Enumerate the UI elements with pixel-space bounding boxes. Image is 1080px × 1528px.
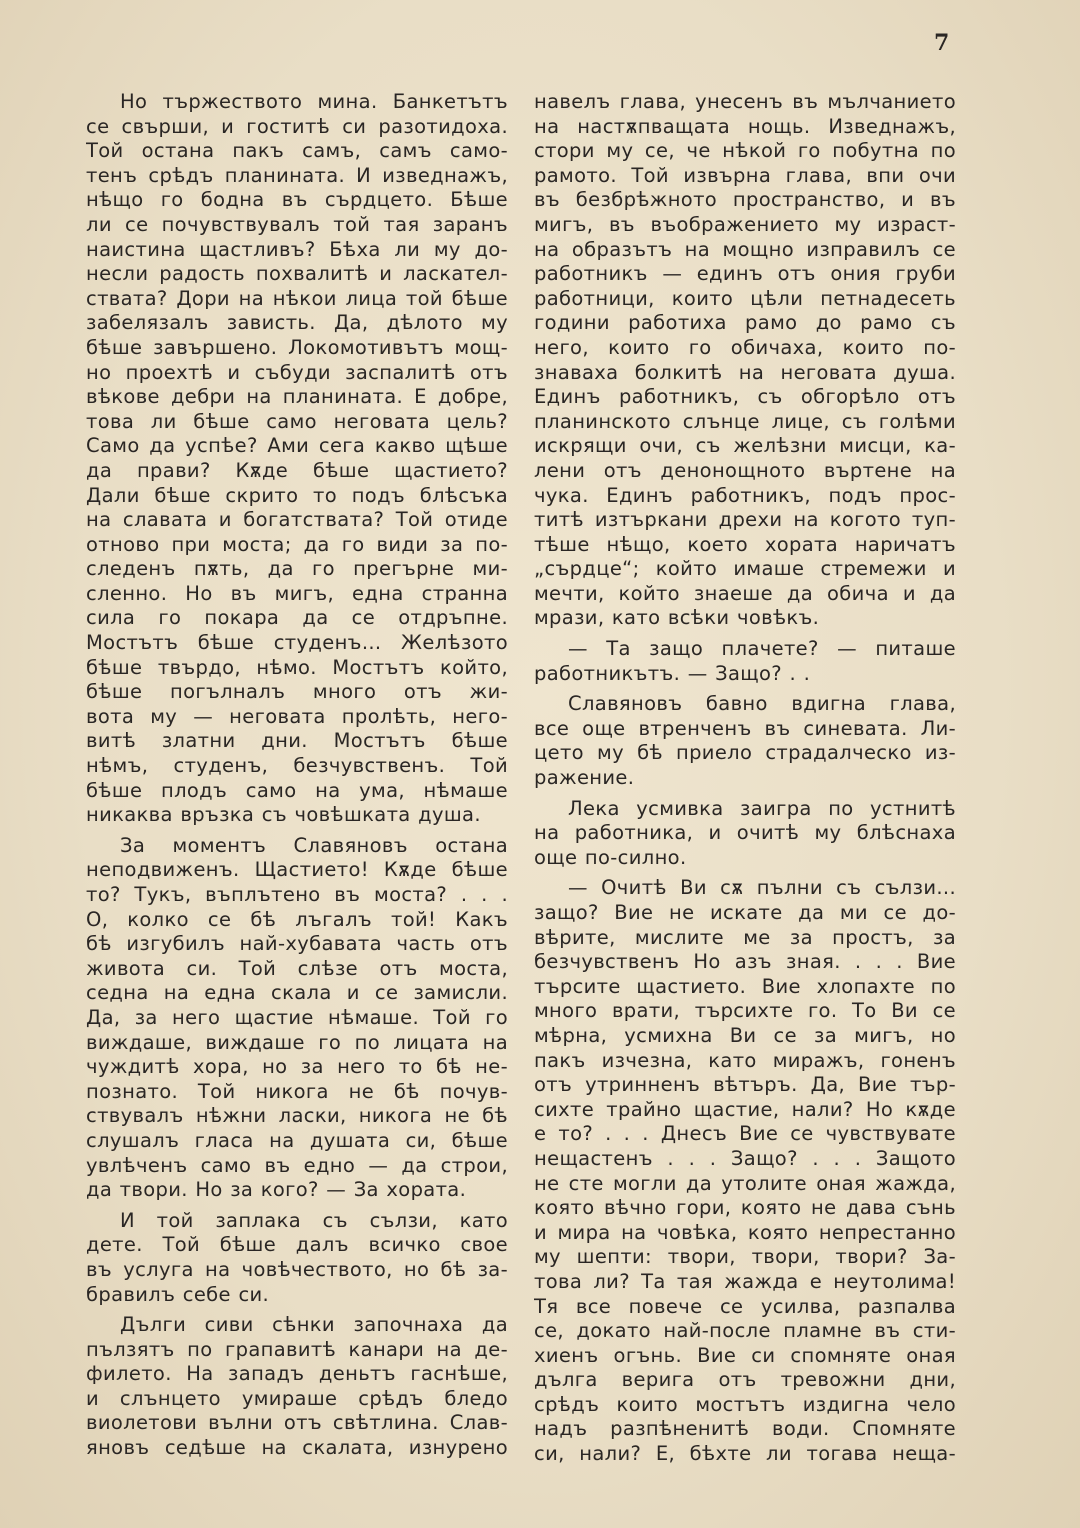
paragraph <box>86 1209 508 1307</box>
text-line: увлѣченъ само въ едно — да строи, <box>86 1153 508 1177</box>
text-line: и слънцето умираше срѣдъ бледо <box>86 1386 508 1410</box>
text-line: живота си. Той слѣзе отъ моста, <box>86 956 508 980</box>
text-line: ствата? Дори на нѣкои лица той бѣше <box>86 286 508 310</box>
text-line: лени отъ денонощното въртене на <box>534 458 956 482</box>
text-line: „сърдце“; който имаше стремежи и <box>534 557 956 581</box>
text-line: сленно. Но въ мигъ, една странна <box>86 581 508 605</box>
text-line: виолетови вълни отъ свѣтлина. Слав- <box>86 1411 508 1435</box>
text-line: се, докато най-после пламне въ сти- <box>534 1319 956 1343</box>
text-line: му шепти: твори, твори, твори? За- <box>534 1245 956 1269</box>
paragraph <box>534 637 956 686</box>
text-line: Мостътъ бѣше студенъ... Желѣзото <box>86 631 508 655</box>
text-line: тенъ срѣдъ планината. И изведнажъ, <box>86 163 508 187</box>
text-line: това ли? Та тая жажда е неутолима! <box>534 1269 956 1293</box>
text-line: бѣше плодъ само на ума, нѣмаше <box>86 778 508 802</box>
text-line: Само да успѣе? Ами сега какво щѣше <box>86 434 508 458</box>
text-line: нещастенъ . . . Защо? . . . Защото <box>534 1146 956 1170</box>
text-line: на образътъ на мощно изправилъ се <box>534 237 956 261</box>
text-line: несли радость похвалитѣ и ласкател- <box>86 262 508 286</box>
text-line: бѣше твърдо, нѣмо. Мостътъ който, <box>86 655 508 679</box>
paragraph <box>534 876 956 1466</box>
text-line: сила го покара да се отдръпне. <box>86 606 508 630</box>
text-line: още по-силно. <box>534 845 687 869</box>
text-line: на славата и богатствата? Той отиде <box>86 508 508 532</box>
text-line: ражение. <box>534 766 635 790</box>
text-line: рамото. Той извърна глава, впи очи <box>534 163 956 187</box>
text-line: неподвиженъ. Щастието! Кѫде бѣше <box>86 858 508 882</box>
text-line: Но тържеството мина. Банкетътъ <box>120 90 508 113</box>
text-line: Дали бѣше скрито то подъ блѣсъка <box>86 483 508 507</box>
page-number: 7 <box>934 30 950 56</box>
text-line: — Та защо плачете? — питаше <box>568 637 956 661</box>
text-line: Лека усмивка заигра по устнитѣ <box>568 796 956 820</box>
text-line: си, нали? Е, бѣхте ли тогава неща- <box>534 1442 956 1466</box>
text-line: която вѣчно гори, която не дава сънь <box>534 1196 956 1220</box>
text-line: бѣше завършено. Локомотивътъ мощ- <box>86 335 508 359</box>
text-line: За моментъ Славяновъ остана <box>120 833 508 857</box>
text-line: надъ разпѣненитѣ води. Спомняте <box>534 1417 956 1441</box>
text-line: ли се почувствувалъ той тая заранъ <box>86 212 508 236</box>
text-line: познато. Той никога не бѣ почув- <box>86 1079 508 1103</box>
text-line: цето му бѣ приело страдалческо из- <box>534 741 956 765</box>
text-line: наистина щастливъ? Бѣха ли му до- <box>86 237 508 261</box>
text-line: вѣкове дебри на планината. Е добре, <box>86 385 508 409</box>
text-line: никаква връзка съ човѣшката душа. <box>86 803 481 827</box>
text-line: тѣше нѣщо, което хората наричатъ <box>534 532 956 556</box>
text-line: стори му се, че нѣкой го побутна по <box>534 139 956 163</box>
text-line: — Очитѣ Ви сѫ пълни съ сълзи... <box>568 876 956 900</box>
text-line: титѣ изтъркани дрехи на когото туп- <box>534 508 956 532</box>
text-line: филето. На западъ деньтъ гаснѣше, <box>86 1362 508 1386</box>
text-line: знаваха болкитѣ на неговата душа. <box>534 360 956 384</box>
text-line: защо? Вие не искате да ми се до- <box>534 901 956 924</box>
paragraph <box>86 1313 508 1461</box>
text-line: О, колко се бѣ лъгалъ той! Какъ <box>86 907 508 931</box>
text-line: пакъ изчезна, като миражъ, гоненъ <box>534 1048 956 1072</box>
right-column <box>534 90 956 1467</box>
text-line: и мира на човѣка, която непрестанно <box>534 1220 956 1244</box>
text-line: витѣ златни дни. Мостътъ бѣше <box>86 729 508 753</box>
text-line: слушалъ гласа на душата си, бѣше <box>86 1128 508 1152</box>
text-line: на работника, и очитѣ му блѣснаха <box>534 821 956 845</box>
text-line: чуждитѣ хора, но за него то бѣ не- <box>86 1055 508 1079</box>
text-line: Той остана пакъ самъ, самъ само- <box>86 139 508 163</box>
text-line: чука. Единъ работникъ, подъ прос- <box>534 483 956 507</box>
paragraph <box>534 692 956 790</box>
text-line: това ли бѣше само неговата цель? <box>86 409 508 433</box>
text-line: на настѫпващата нощь. Изведнажъ, <box>534 114 956 138</box>
text-line: търсите щастието. Вие хлопахте по <box>534 974 956 998</box>
text-line: Единъ работникъ, съ обгорѣло отъ <box>534 385 956 409</box>
text-line: сихте трайно щастие, нали? Но кѫде <box>534 1097 956 1121</box>
text-line: да прави? Кѫде бѣше щастието? <box>86 458 508 482</box>
left-column <box>86 90 508 1461</box>
text-line: нѣмъ, студенъ, безчувственъ. Той <box>86 754 508 778</box>
text-line: Тя все повече се усилва, разпалва <box>534 1294 956 1318</box>
text-line: е то? . . . Днесъ Вие се чувствувате <box>534 1122 956 1146</box>
text-line: мигъ, въ въображението му израст- <box>534 212 956 236</box>
text-line: Дълги сиви сѣнки започнаха да <box>120 1313 508 1337</box>
text-line: работници, които цѣли петнадесеть <box>534 286 956 310</box>
text-line: планинското слънце лице, съ голѣми <box>534 409 956 433</box>
text-line: бравилъ себе си. <box>86 1282 270 1306</box>
text-line: въ услуга на човѣчеството, но бѣ за- <box>86 1257 508 1281</box>
paragraph <box>534 90 956 631</box>
text-line: срѣдъ които мостътъ издигна чело <box>534 1392 956 1416</box>
text-line: Славяновъ бавно вдигна глава, <box>568 692 956 716</box>
text-line: пълзятъ по грапавитѣ канари на де- <box>86 1337 508 1361</box>
text-line: много врати, търсихте го. То Ви се <box>534 999 956 1023</box>
text-line: И той заплака съ сълзи, като <box>120 1208 508 1232</box>
text-line: дете. Той бѣше далъ всичко свое <box>86 1233 508 1257</box>
text-line: работникъ — единъ отъ ония груби <box>534 262 956 286</box>
text-line: да твори. Но за кого? — За хората. <box>86 1178 467 1202</box>
text-line: бѣше погълналъ много отъ жи- <box>86 680 508 704</box>
text-line: него, които го обичаха, които по- <box>534 335 956 359</box>
text-line: мѣрна, усмихна Ви се за мигъ, но <box>534 1023 956 1047</box>
text-line: забелязалъ зависть. Да, дѣлото му <box>86 311 508 335</box>
text-line: мечти, който знаеше да обича и да <box>534 581 956 605</box>
text-line: бѣ изгубилъ най-хубавата часть отъ <box>86 932 508 956</box>
text-line: седна на една скала и се замисли. <box>86 981 508 1005</box>
text-line: все още втренченъ въ синевата. Ли- <box>534 716 956 740</box>
paragraph <box>86 90 508 828</box>
text-line: хиенъ огънь. Вие си спомняте оная <box>534 1343 956 1367</box>
text-line: то? Тукъ, въплътено въ моста? . . . <box>86 883 508 906</box>
text-line: следенъ пѫть, да го прегърне ми- <box>86 557 508 581</box>
text-line: безчувственъ Но азъ зная. . . . Вие <box>534 950 956 974</box>
text-line: мрази, като всѣки човѣкъ. <box>534 606 820 630</box>
text-line: яновъ седѣше на скалата, изнурено <box>86 1436 508 1460</box>
text-line: години работиха рамо до рамо съ <box>534 311 956 335</box>
text-line: не сте могли да утолите оная жажда, <box>534 1171 956 1195</box>
text-line: се свърши, и гоститѣ си разотидоха. <box>86 114 508 138</box>
paragraph <box>534 797 956 871</box>
paragraph <box>86 834 508 1203</box>
text-line: ствувалъ нѣжни ласки, никога не бѣ <box>86 1104 508 1128</box>
text-line: нѣщо го бодна въ сърдцето. Бѣше <box>86 188 508 212</box>
text-line: навелъ глава, унесенъ въ мълчанието <box>534 90 956 113</box>
text-line: дълга верига отъ тревожни дни, <box>534 1368 956 1392</box>
text-line: отъ утринненъ вѣтъръ. Да, Вие тър- <box>534 1073 956 1097</box>
text-line: но проехтѣ и събуди заспалитѣ отъ <box>86 360 508 384</box>
text-line: искрящи очи, съ желѣзни мисци, ка- <box>534 434 956 458</box>
text-line: вота му — неговата пролѣть, него- <box>86 704 508 728</box>
text-line: Да, за него щастие нѣмаше. Той го <box>86 1005 508 1029</box>
text-line: работникътъ. — Защо? . . <box>534 661 811 685</box>
text-line: вѣрите, мислите ме за простъ, за <box>534 925 956 949</box>
text-line: отново при моста; да го види за по- <box>86 532 508 556</box>
text-line: виждаше, виждаше го по лицата на <box>86 1030 508 1054</box>
text-line: въ безбрѣжното пространство, и въ <box>534 188 956 212</box>
